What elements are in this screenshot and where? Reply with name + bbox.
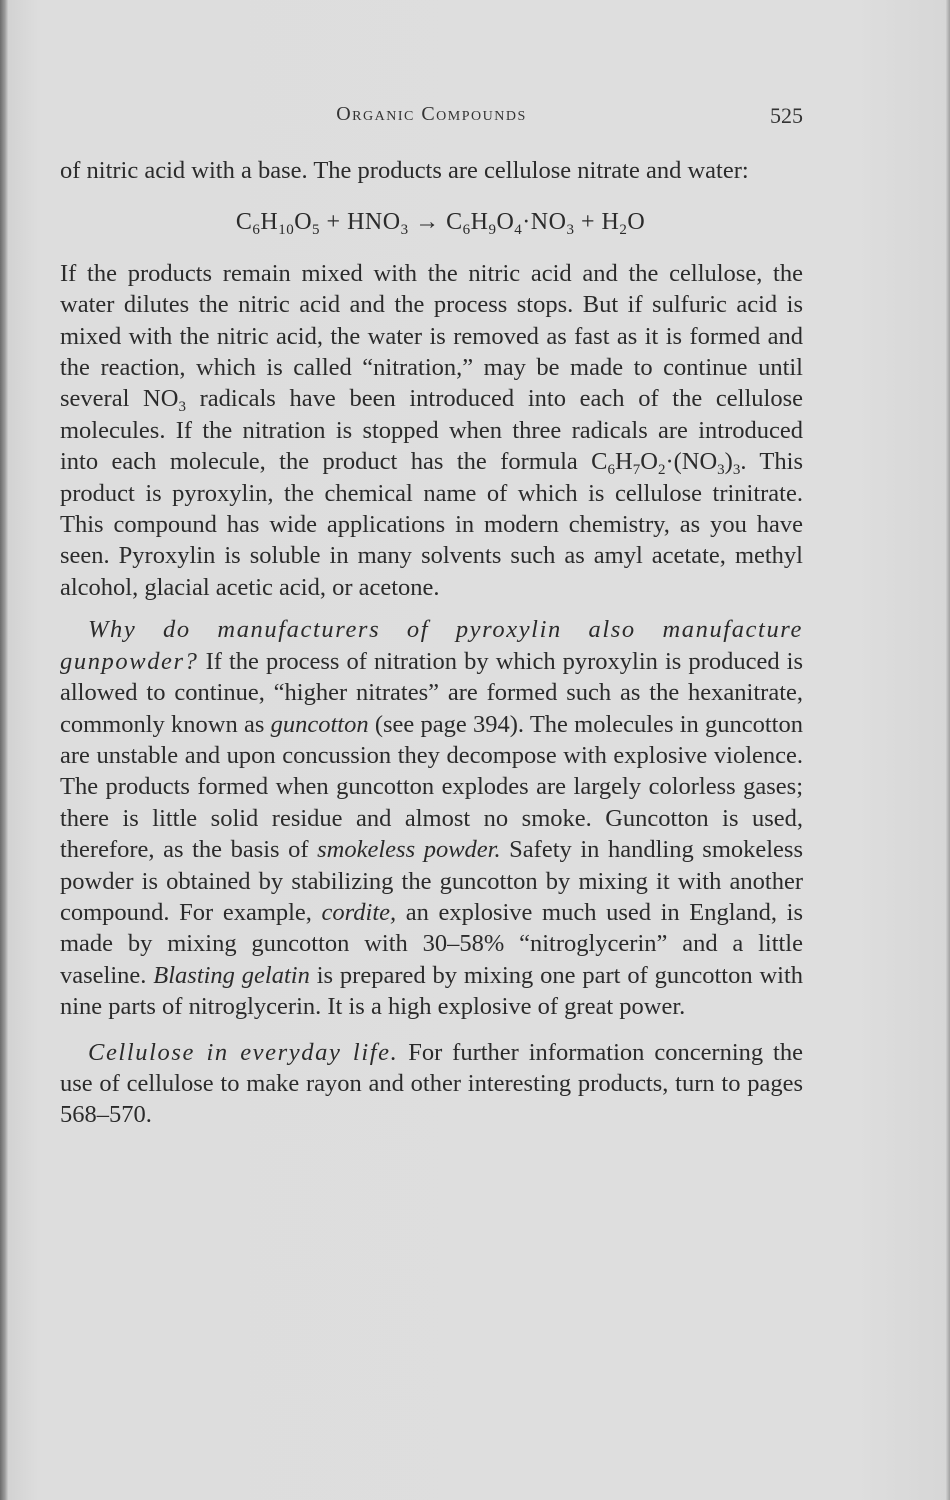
paragraph-lead-heading: Cellulose in everyday life.	[88, 1038, 399, 1066]
eq-subscript: 3	[566, 222, 575, 239]
subscript: 3	[717, 462, 725, 479]
eq-term: H	[470, 209, 489, 236]
subscript: 3	[178, 399, 186, 416]
text-run: . This product is pyroxylin, the chemical name of which is cellulose trinitrate. This compound has wide applications in modern chemistry, as you have seen. Pyroxylin is soluble in many solvents such as amyl acetate, methyl alcohol, glacial acetic acid, or acetone.	[60, 448, 803, 601]
eq-subscript: 3	[400, 222, 409, 239]
eq-term: HNO	[347, 209, 401, 236]
page-header	[60, 103, 803, 133]
paragraph-lead-question: Why do manufacturers of pyroxylin also manufacture gunpowder?	[60, 616, 803, 675]
eq-arrow: →	[408, 209, 447, 236]
eq-term: H	[260, 209, 279, 236]
subscript: 3	[732, 462, 741, 479]
eq-term: C	[446, 209, 463, 236]
italic-term: smokeless powder.	[317, 836, 501, 864]
paragraph-gunpowder	[60, 614, 803, 1022]
eq-term: O	[627, 209, 646, 236]
text-run: )	[724, 448, 733, 476]
paragraph-nitration	[60, 258, 803, 603]
page-right-edge	[946, 0, 950, 1500]
text-run: ·(NO	[665, 448, 718, 476]
text-run: If the process of nitration by which pyroxylin is produced is allowed to continue, “higher nitrates” are formed such as the hexanitrate, commonly known as	[60, 647, 803, 738]
eq-subscript: 4	[514, 222, 523, 239]
eq-term: O	[496, 209, 515, 236]
page-body	[60, 155, 803, 1131]
eq-subscript: 6	[462, 222, 471, 239]
text-run: If the products remain mixed with the nitric acid and the cellulose, the water dilutes the nitric acid and the process stops. But if sulfuric acid is mixed with the nitric acid, the water is removed as fast as it is formed and the reaction, which is called “nitration,” may be made to continue until several NO	[60, 259, 803, 413]
text-run: Safety in handling smokeless powder is obtained by stabilizing the guncotton by mixing it with another compound. For example,	[60, 836, 803, 926]
running-head: Organic Compounds	[336, 103, 527, 125]
chemical-equation	[60, 207, 803, 238]
eq-subscript: 10	[278, 222, 295, 239]
eq-plus: +	[320, 209, 348, 236]
text-run: H	[615, 448, 633, 476]
text-run: an explosive much used in England, is made by mixing guncotton with 30–58% “nitroglycerin” and a little vaseline.	[60, 898, 804, 989]
text-run: is prepared by mixing one part of guncotton with nine parts of nitroglycerin. It is a high explosive of great power.	[60, 961, 804, 1021]
eq-subscript: 2	[619, 222, 628, 239]
italic-term: guncotton	[270, 710, 369, 738]
text-run: O	[640, 448, 658, 476]
italic-term: Blasting gelatin	[153, 961, 310, 989]
subscript: 2	[657, 462, 666, 479]
page-number: 525	[770, 103, 803, 128]
paragraph-continuation: of nitric acid with a base. The products are cellulose nitrate and water:	[60, 157, 749, 184]
eq-subscript: 9	[488, 222, 497, 239]
text-run: (see page 394). The molecules in guncotton are unstable and upon concussion they decompose with explosive violence. The products formed when guncotton explodes are largely colorless gases; there is little solid residue and almost no smoke. Guncotton is used, therefore, as the basis of	[60, 710, 803, 864]
eq-term: O	[294, 209, 313, 236]
eq-term: H	[601, 209, 620, 236]
italic-term: cordite,	[321, 898, 397, 926]
text-run: radicals have been introduced into each of the cellulose molecules. If the nitration is stopped when three radicals are introduced into each molecule, the product has the formula C	[60, 385, 803, 476]
eq-term: C	[235, 209, 253, 236]
eq-subscript: 6	[252, 222, 261, 239]
subscript: 6	[607, 462, 616, 479]
eq-plus: +	[574, 209, 602, 236]
eq-term: ·NO	[522, 209, 567, 236]
page-binding-edge	[0, 0, 8, 1500]
text-run: For further information concerning the use of cellulose to make rayon and other interesting products, turn to pages 568–570.	[60, 1038, 803, 1129]
eq-subscript: 5	[312, 222, 321, 239]
paragraph-everyday-life	[60, 1037, 803, 1131]
subscript: 7	[632, 462, 641, 479]
